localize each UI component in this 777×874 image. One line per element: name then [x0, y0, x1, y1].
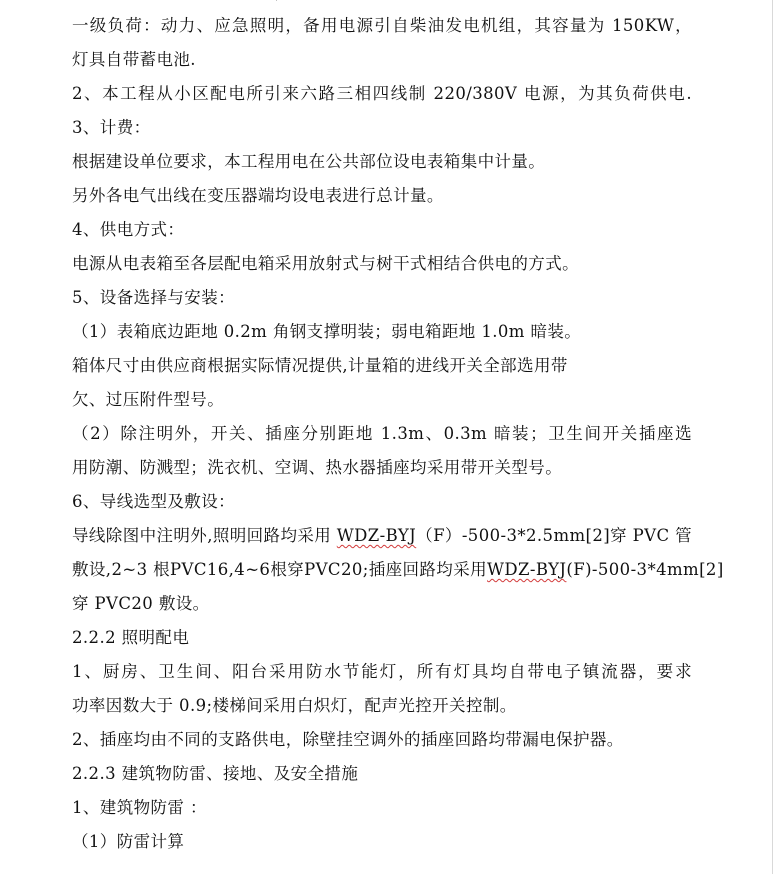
line-text: 2.2.2 照明配电 [72, 628, 190, 647]
text-line [72, 254, 579, 274]
text-line [72, 458, 562, 478]
line-text: 穿 PVC20 敷设。 [72, 594, 210, 613]
line-text: 3、计费： [72, 118, 151, 137]
line-text: （1）表箱底边距地 0.2m 角钢支撑明装；弱电箱距地 1.0m 暗装。 [72, 322, 582, 341]
page-edge-divider [772, 0, 773, 874]
line-text: 5、设备选择与安装： [72, 288, 235, 307]
line-text: 用防潮、防溅型；洗衣机、空调、热水器插座均采用带开关型号。 [72, 458, 563, 477]
line-text: 2.2.3 建筑物防雷、接地、及安全措施 [72, 764, 359, 783]
text-line [72, 594, 210, 614]
text-line [72, 526, 692, 546]
line-text: 灯具自带蓄电池. [72, 50, 196, 69]
section-heading [72, 288, 235, 308]
line-text: 4、供电方式： [72, 220, 185, 239]
text-line [72, 152, 545, 172]
text-line [72, 322, 581, 342]
line-text: 根据建设单位要求，本工程用电在公共部位设电表箱集中计量。 [72, 152, 546, 171]
text-line [72, 356, 568, 376]
spellcheck-marked-word: WDZ-BYJ [487, 560, 567, 579]
line-text: 电源从电表箱至各层配电箱采用放射式与树干式相结合供电的方式。 [72, 254, 579, 273]
text-line [72, 696, 517, 716]
text-line [72, 390, 224, 410]
line-text-start: 敷设,2~3 根PVC16,4~6根穿PVC20;插座回路均采用 [72, 560, 488, 579]
section-heading [72, 628, 189, 648]
line-text: 2、插座均由不同的支路供电，除壁挂空调外的插座回路均带漏电保护器。 [72, 730, 624, 749]
text-line [72, 0, 488, 2]
line-text: 2、本工程从小区配电所引来六路三相四线制 220/380V 电源，为其负荷供电. [72, 84, 692, 103]
line-text: 1、厨房、卫生间、阳台采用防水节能灯，所有灯具均自带电子镇流器，要求 [72, 662, 692, 681]
text-line [72, 16, 692, 36]
line-text: （2）除注明外，开关、插座分别距地 1.3m、0.3m 暗装；卫生间开关插座选 [72, 424, 692, 443]
text-line [72, 186, 444, 206]
line-text: 6、导线选型及敷设： [72, 492, 235, 511]
section-heading [72, 764, 358, 784]
text-line [72, 84, 692, 104]
line-text: 箱体尺寸由供应商根据实际情况提供,计量箱的进线开关全部选用带 [72, 356, 568, 375]
line-text-end: (F)-500-3*4mm[2] [566, 560, 724, 579]
section-heading [72, 492, 235, 512]
text-line [72, 424, 692, 444]
spellcheck-marked-word: WDZ-BYJ [336, 526, 417, 545]
text-line [72, 662, 692, 682]
line-text: （1）防雷计算 [72, 832, 185, 851]
section-heading [72, 118, 151, 138]
line-text: 功率因数大于 0.9;楼梯间采用白炽灯，配声光控开关控制。 [72, 696, 517, 715]
section-heading [72, 220, 184, 240]
line-text-end: （F）-500-3*2.5mm[2]穿 PVC 管 [416, 526, 693, 545]
text-line [72, 730, 624, 750]
text-line [72, 560, 724, 580]
line-text: 1、建筑物防雷 ： [72, 798, 207, 817]
line-text: 欠、过压附件型号。 [72, 390, 225, 409]
line-text: 一级负荷：动力、应急照明，备用电源引自柴油发电机组，其容量为 150KW， [72, 16, 692, 35]
line-text: 另外各电气出线在变压器端均设电表进行总计量。 [72, 186, 444, 205]
text-line [72, 50, 196, 70]
section-heading [72, 798, 207, 818]
line-text [72, 0, 488, 1]
text-line [72, 832, 184, 852]
line-text-start: 导线除图中注明外,照明回路均采用 [72, 526, 337, 545]
